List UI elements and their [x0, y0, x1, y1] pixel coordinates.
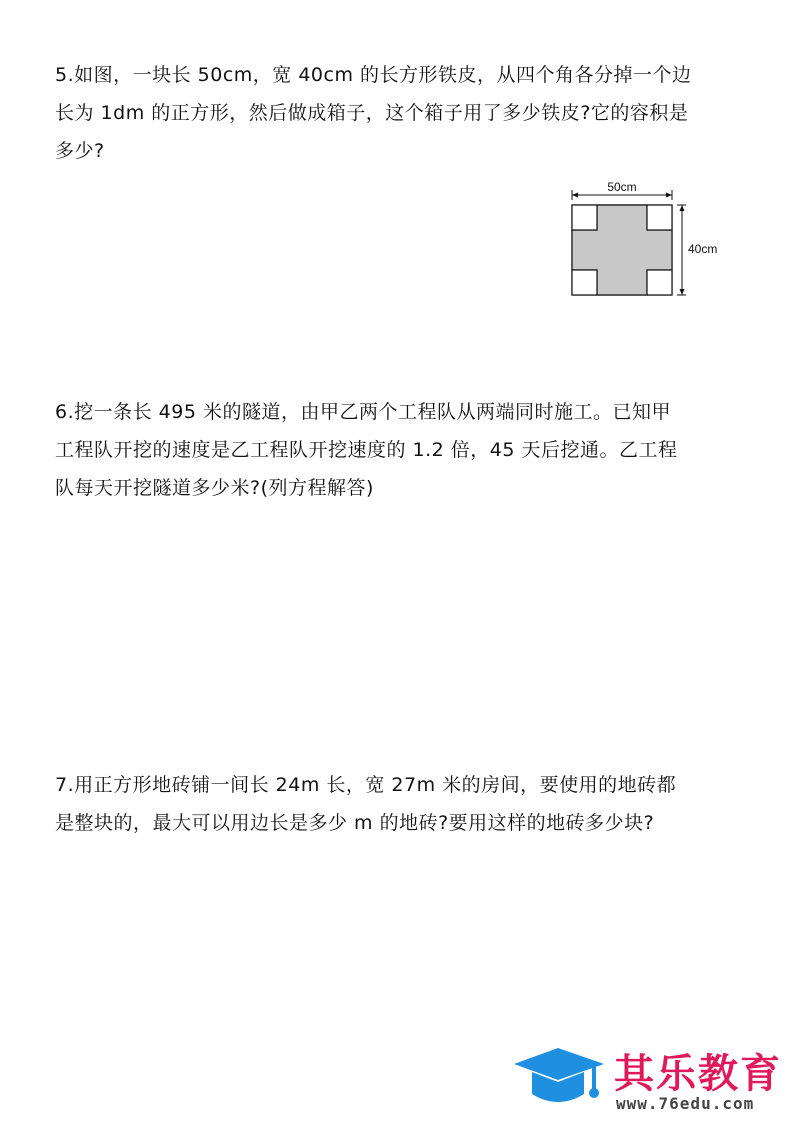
width-arrow-right — [666, 193, 672, 198]
corner-square-bottom-right — [647, 270, 672, 295]
corner-square-bottom-left — [572, 270, 597, 295]
brand-logo — [510, 1040, 790, 1120]
brand-url: www.76edu.com — [616, 1094, 755, 1113]
problem-6-line-2: 工程队开挖的速度是乙工程队开挖速度的 1.2 倍，45 天后挖通。乙工程 — [55, 439, 678, 461]
corner-square-top-right — [647, 205, 672, 230]
problem-7 — [55, 766, 745, 842]
brand-name: 其乐教育 — [614, 1051, 782, 1097]
width-label: 50cm — [607, 180, 637, 194]
problem-5 — [55, 56, 745, 170]
graduation-cap-icon — [510, 1040, 610, 1120]
problem-6-line-3: 队每天开挖隧道多少米?(列方程解答) — [55, 477, 374, 499]
height-arrow-bottom — [680, 289, 685, 295]
width-arrow-left — [572, 193, 578, 198]
problem-6-line-1: 6.挖一条长 495 米的隧道，由甲乙两个工程队从两端同时施工。已知甲 — [55, 401, 671, 423]
problem-5-line-2: 长为 1dm 的正方形，然后做成箱子，这个箱子用了多少铁皮?它的容积是 — [55, 102, 689, 124]
height-label: 40cm — [688, 242, 718, 256]
problem-7-line-2: 是整块的，最大可以用边长是多少 m 的地砖?要用这样的地砖多少块? — [55, 812, 655, 834]
problem-6 — [55, 393, 745, 507]
iron-sheet-figure — [562, 180, 722, 305]
iron-sheet-diagram — [562, 180, 722, 305]
height-arrow-top — [680, 205, 685, 211]
corner-square-top-left — [572, 205, 597, 230]
problem-7-line-1: 7.用正方形地砖铺一间长 24m 长，宽 27m 米的房间，要使用的地砖都 — [55, 774, 677, 796]
problem-5-line-1: 5.如图，一块长 50cm，宽 40cm 的长方形铁皮，从四个角各分掉一个边 — [55, 64, 692, 86]
problem-5-line-3: 多少? — [55, 140, 105, 162]
